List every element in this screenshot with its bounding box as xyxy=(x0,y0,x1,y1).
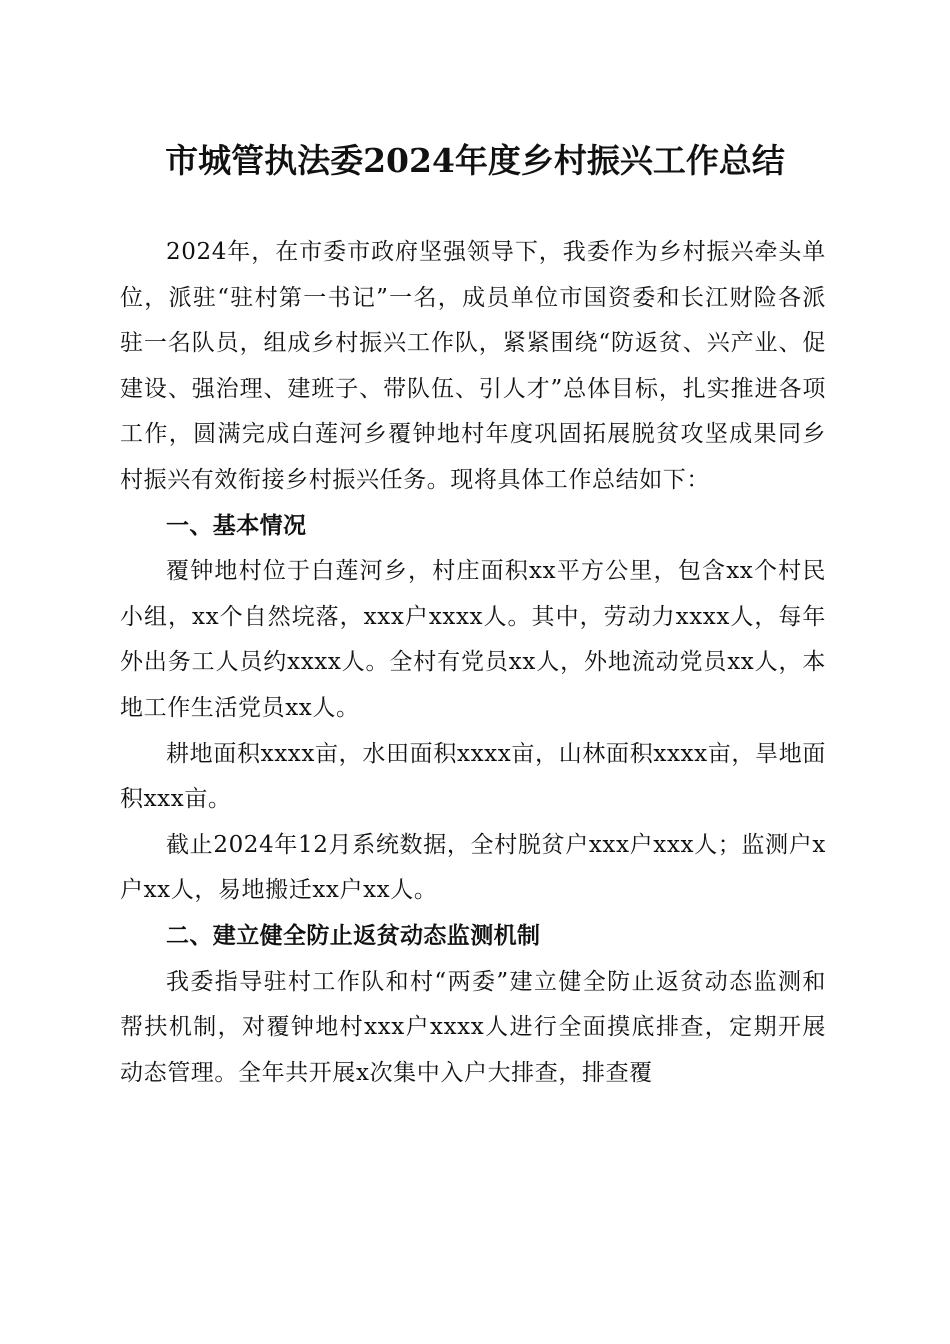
section-heading-basic-info: 一、基本情况 xyxy=(166,512,307,539)
paragraph: 覆钟地村位于白莲河乡，村庄面积xx平方公里，包含xx个村民小组，xx个自然垸落，xxx户xxxx人。其中，劳动力xxxx人，每年外出务工人员约xxxx人。全村有党员xx人，外地流动党员xx人，本地工作生活党员xx人。 xyxy=(120,558,826,721)
document-body xyxy=(120,230,826,1096)
document-title: 市城管执法委2024年度乡村振兴工作总结 xyxy=(165,141,785,180)
intro-paragraph: 2024年，在市委市政府坚强领导下，我委作为乡村振兴牵头单位，派驻“驻村第一书记”一名，成员单位市国资委和长江财险各派驻一名队员，组成乡村振兴工作队，紧紧围绕“防返贫、兴产业、促建设、强治理、建班子、带队伍、引人才”总体目标，扎实推进各项工作，圆满完成白莲河乡覆钟地村年度巩固拓展脱贫攻坚成果同乡村振兴有效衔接乡村振兴任务。现将具体工作总结如下： xyxy=(120,239,826,493)
paragraph: 耕地面积xxxx亩，水田面积xxxx亩，山林面积xxxx亩，旱地面积xxx亩。 xyxy=(120,740,826,813)
paragraph: 我委指导驻村工作队和村“两委”建立健全防止返贫动态监测和帮扶机制，对覆钟地村xxx户xxxx人进行全面摸底排查，定期开展动态管理。全年共开展x次集中入户大排查，排查覆 xyxy=(120,968,826,1086)
section-heading-monitoring-mechanism: 二、建立健全防止返贫动态监测机制 xyxy=(166,922,541,949)
paragraph: 截止2024年12月系统数据，全村脱贫户xxx户xxx人；监测户x户xx人，易地搬迁xx户xx人。 xyxy=(120,831,826,904)
